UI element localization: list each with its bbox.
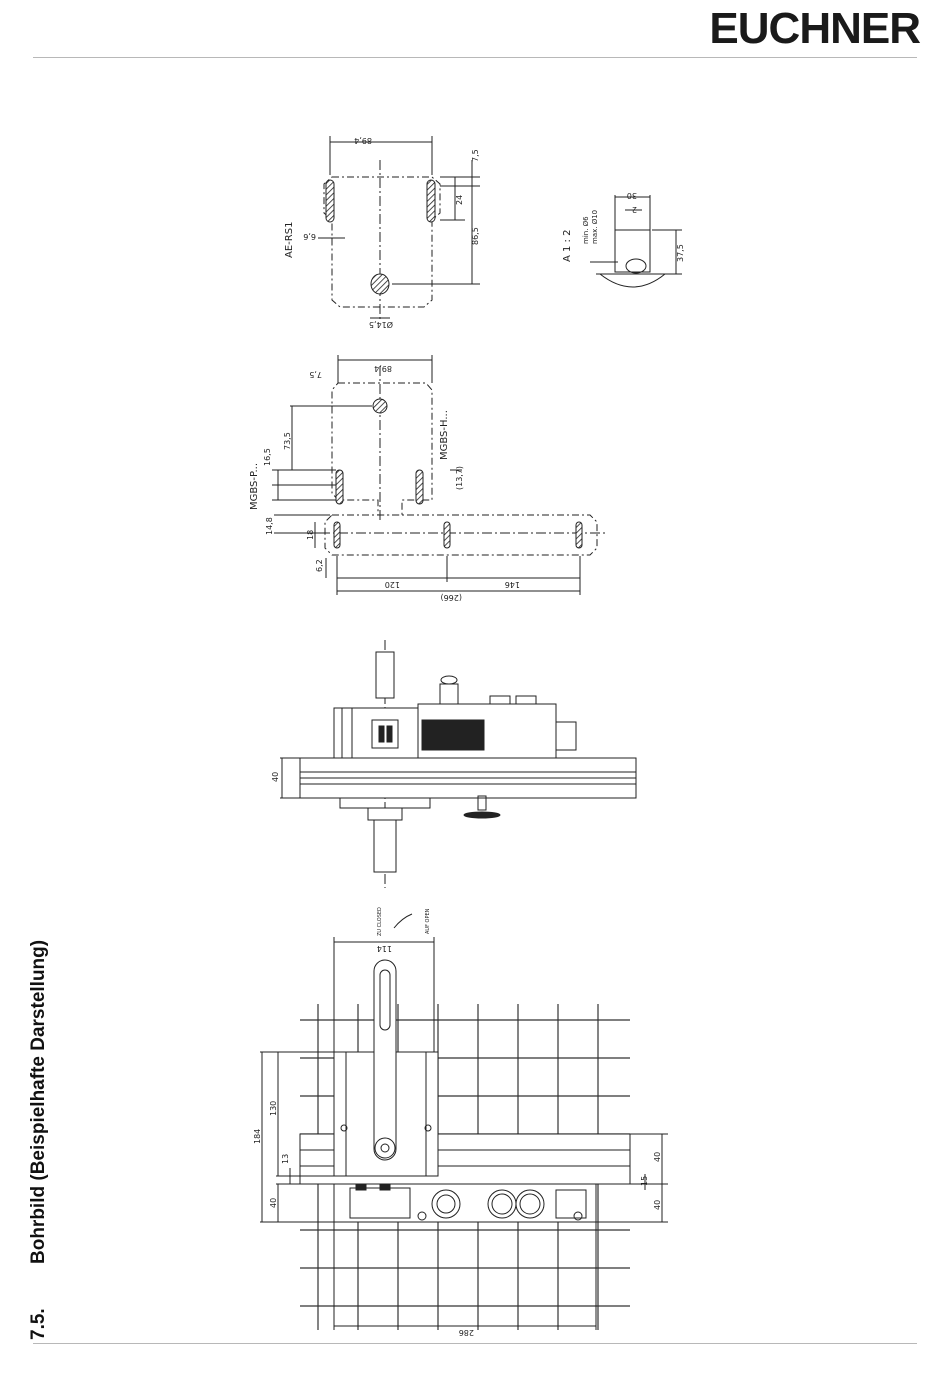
dim-266: (266)	[440, 593, 462, 602]
dim-16-5: 16,5	[263, 448, 272, 466]
dim-14-8: 14,8	[265, 517, 274, 535]
detail-max-dia: max. Ø10	[591, 209, 599, 244]
dim-6-6: 6,6	[303, 232, 316, 241]
dim-13: 13	[281, 1153, 290, 1164]
dim-2: 2	[631, 205, 637, 214]
dim-130: 130	[269, 1100, 278, 1116]
dim-37-5: 37,5	[676, 244, 685, 262]
dim-15: 15	[640, 1175, 649, 1186]
section-title: Bohrbild (Beispielhafte Darstellung)	[28, 939, 49, 1264]
dim-6-2: 6,2	[315, 559, 324, 572]
label-aers1: AE-RS1	[284, 221, 295, 258]
dim-30: 30	[626, 191, 637, 200]
dim-146: 146	[504, 580, 520, 589]
label-mgbs-h: MGBS-H...	[439, 410, 450, 460]
dim-dia-14-5: Ø14,5	[368, 320, 393, 329]
label-close: ZU CLOSED	[377, 907, 383, 936]
dim-73-5: 73,5	[283, 432, 292, 450]
dim-7-5-mid: 7,5	[309, 370, 322, 379]
dim-114: 114	[376, 944, 392, 953]
dim-184: 184	[253, 1128, 262, 1144]
dim-89-4-mid: 89,4	[374, 364, 392, 373]
detail-scale: A 1 : 2	[562, 229, 573, 262]
label-mgbs-p: MGBS-P...	[249, 462, 260, 510]
dim-40-front-right-b: 40	[653, 1199, 662, 1210]
drawing-side-view	[280, 640, 636, 888]
drawing-aers1	[318, 136, 480, 320]
dim-40-side: 40	[271, 771, 280, 782]
dim-286: 286	[458, 1328, 474, 1337]
label-open: AUF OPEN	[425, 908, 431, 934]
euchner-logo: EUCHNER	[709, 4, 920, 53]
dim-13-7: (13,7)	[455, 465, 464, 490]
dim-18: 18	[306, 529, 315, 540]
drawing-mgbs	[272, 355, 605, 595]
dim-86-5: 86,5	[471, 227, 480, 245]
dim-89-4-top: 89,4	[354, 136, 372, 145]
dim-120: 120	[384, 580, 400, 589]
dim-40-front-left: 40	[269, 1197, 278, 1208]
dim-40-front-right-a: 40	[653, 1151, 662, 1162]
dim-7-5-top: 7,5	[471, 149, 480, 162]
dim-24: 24	[455, 194, 464, 205]
section-number: 7.5.	[28, 1308, 49, 1340]
detail-min-dia: min. Ø6	[582, 216, 590, 244]
